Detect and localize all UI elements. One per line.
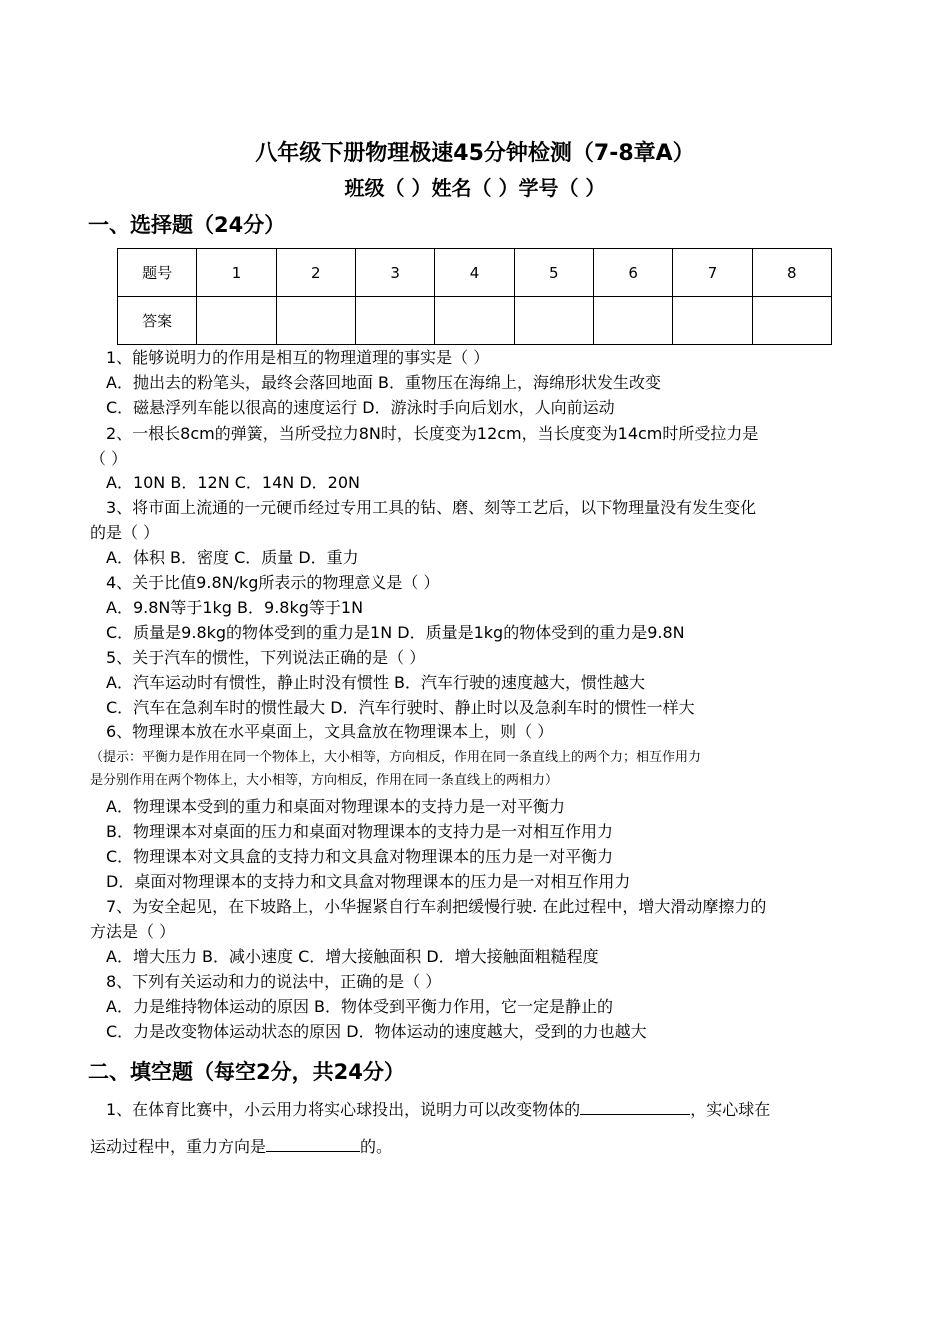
question-line: C．质量是9.8kg的物体受到的重力是1N D．质量是1kg的物体受到的重力是9.8N (106, 623, 685, 642)
fill-blank-2[interactable] (266, 1133, 360, 1152)
question-line: D．桌面对物理课本的支持力和文具盒对物理课本的压力是一对相互作用力 (106, 872, 631, 891)
table-number-2: 2 (276, 249, 355, 297)
answer-cell-3[interactable] (355, 297, 434, 345)
question-line: 7、为安全起见，在下坡路上，小华握紧自行车刹把缓慢行驶. 在此过程中，增大滑动摩擦力的 (106, 897, 767, 916)
question-line: C．磁悬浮列车能以很高的速度运行 D．游泳时手向后划水，人向前运动 (106, 398, 615, 417)
question-line: （ ） (90, 449, 128, 468)
question-line: 2、一根长8cm的弹簧，当所受拉力8N时，长度变为12cm，当长度变为14cm时所受拉力是 (106, 424, 759, 443)
fill-text: ，实心球在 (690, 1100, 771, 1119)
fill-text: 运动过程中，重力方向是 (90, 1137, 267, 1156)
fill-text: 1、在体育比赛中，小云用力将实心球投出，说明力可以改变物体的 (106, 1100, 581, 1119)
question-line: A．力是维持物体运动的原因 B．物体受到平衡力作用，它一定是静止的 (106, 997, 614, 1016)
question-line: C．物理课本对文具盒的支持力和文具盒对物理课本的压力是一对平衡力 (106, 847, 614, 866)
student-info-line: 班级（ ）姓名（ ）学号（ ） (344, 176, 606, 200)
table-number-5: 5 (514, 249, 593, 297)
table-label-number: 题号 (118, 249, 197, 297)
question-line: A．汽车运动时有惯性，静止时没有惯性 B．汽车行驶的速度越大，惯性越大 (106, 673, 646, 692)
question-line: A．体积 B．密度 C．质量 D．重力 (106, 548, 359, 567)
answer-cell-5[interactable] (514, 297, 593, 345)
question-line: B．物理课本对桌面的压力和桌面对物理课本的支持力是一对相互作用力 (106, 822, 613, 841)
answer-table (117, 248, 832, 345)
table-number-1: 1 (197, 249, 276, 297)
table-number-3: 3 (355, 249, 434, 297)
question-line: 3、将市面上流通的一元硬币经过专用工具的钻、磨、刻等工艺后，以下物理量没有发生变化 (106, 498, 757, 517)
question-line: 5、关于汽车的惯性，下列说法正确的是（ ） (106, 648, 426, 667)
question-line: A．9.8N等于1kg B．9.8kg等于1N (106, 598, 364, 617)
section-1-heading: 一、选择题（24分） (88, 213, 286, 237)
answer-cell-1[interactable] (197, 297, 276, 345)
page-title: 八年级下册物理极速45分钟检测（7-8章A） (255, 141, 695, 166)
question-line: C．力是改变物体运动状态的原因 D．物体运动的速度越大，受到的力也越大 (106, 1022, 647, 1041)
question-line: 8、下列有关运动和力的说法中，正确的是（ ） (106, 972, 442, 991)
hint-line: 是分别作用在两个物体上，大小相等，方向相反，作用在同一条直线上的两相力） (90, 773, 559, 788)
answer-cell-4[interactable] (435, 297, 514, 345)
answer-table-answer-row (118, 297, 832, 345)
question-line: 4、关于比值9.8N/kg所表示的物理意义是（ ） (106, 573, 440, 592)
answer-cell-8[interactable] (752, 297, 831, 345)
question-line: A．增大压力 B．减小速度 C．增大接触面积 D．增大接触面粗糙程度 (106, 947, 599, 966)
answer-cell-2[interactable] (276, 297, 355, 345)
fill-blank-1[interactable] (580, 1096, 690, 1115)
question-line: 6、物理课本放在水平桌面上，文具盒放在物理课本上，则（ ） (106, 722, 554, 741)
table-number-6: 6 (593, 249, 672, 297)
hint-line: （提示：平衡力是作用在同一个物体上，大小相等，方向相反，作用在同一条直线上的两个力；相互作用力 (90, 750, 702, 765)
answer-cell-7[interactable] (673, 297, 752, 345)
question-line: 的是（ ） (90, 523, 160, 542)
table-number-4: 4 (435, 249, 514, 297)
answer-table-number-row (118, 249, 832, 297)
fill-question-line (106, 1096, 770, 1121)
table-number-7: 7 (673, 249, 752, 297)
question-line: 1、能够说明力的作用是相互的物理道理的事实是（ ） (106, 348, 490, 367)
fill-text: 的。 (360, 1137, 393, 1156)
fill-question-line (90, 1133, 392, 1158)
question-line: 方法是（ ） (90, 922, 176, 941)
table-label-answer: 答案 (118, 297, 197, 345)
question-line: C．汽车在急刹车时的惯性最大 D．汽车行驶时、静止时以及急刹车时的惯性一样大 (106, 698, 695, 717)
answer-cell-6[interactable] (593, 297, 672, 345)
question-line: A．抛出去的粉笔头，最终会落回地面 B．重物压在海绵上，海绵形状发生改变 (106, 373, 662, 392)
question-line: A．物理课本受到的重力和桌面对物理课本的支持力是一对平衡力 (106, 797, 565, 816)
table-number-8: 8 (752, 249, 831, 297)
question-line: A．10N B．12N C．14N D．20N (106, 473, 360, 492)
section-2-heading: 二、填空题（每空2分，共24分） (88, 1060, 405, 1084)
